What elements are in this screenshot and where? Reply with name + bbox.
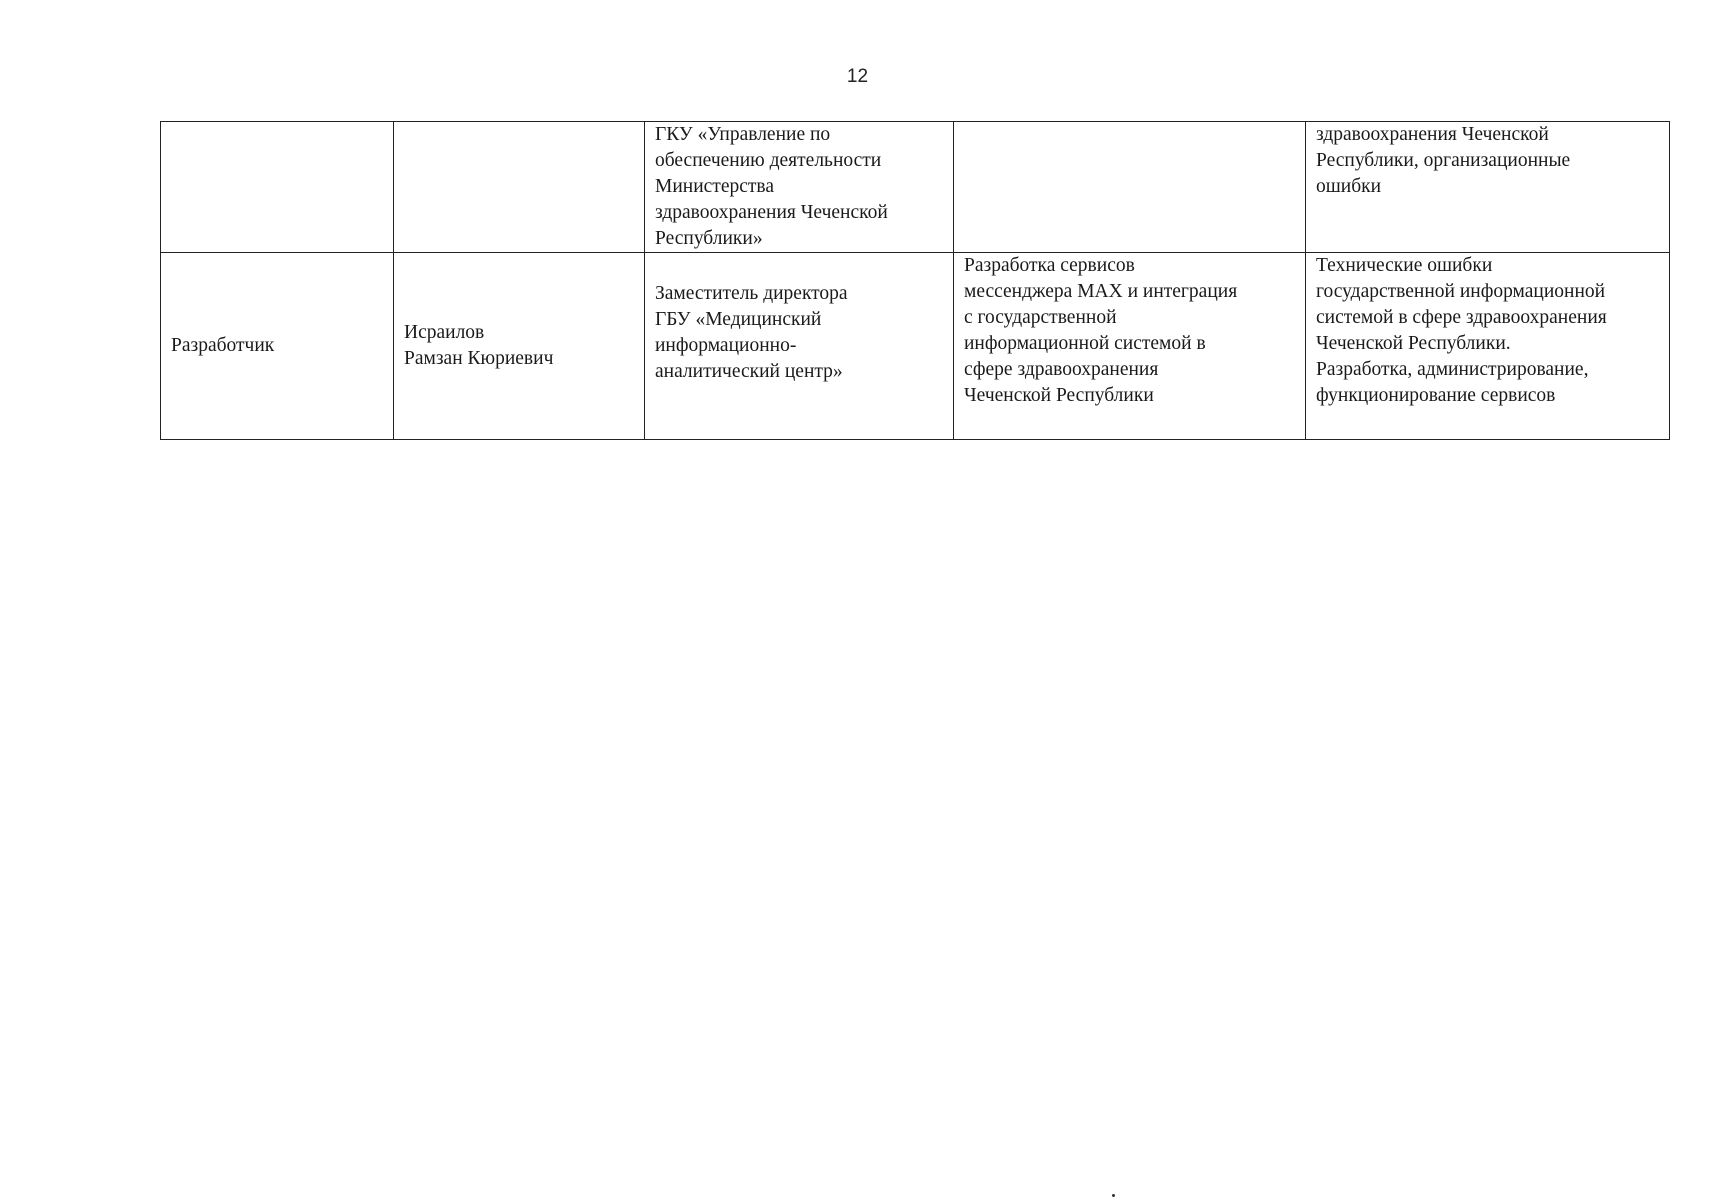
table-cell-person <box>394 122 645 253</box>
table-cell-task: Разработка сервисов мессенджера МАХ и интеграция с государственной информационной системой в сфере здравоохранения Чеченской Республики <box>954 253 1306 440</box>
table-cell-position: Заместитель директора ГБУ «Медицинский информационно- аналитический центр» <box>645 253 954 440</box>
table-row <box>161 253 1670 440</box>
table-cell-person: Исраилов Рамзан Кюриевич <box>394 253 645 440</box>
table-cell-risks: здравоохранения Чеченской Республики, организационные ошибки <box>1306 122 1670 253</box>
table-cell-risks: Технические ошибки государственной информационной системой в сфере здравоохранения Чеченской Республики. Разработка, администрирование, функционирование сервисов <box>1306 253 1670 440</box>
table-cell-position: ГКУ «Управление по обеспечению деятельности Министерства здравоохранения Чеченской Республики» <box>645 122 954 253</box>
table-cell-task <box>954 122 1306 253</box>
table-cell-role: Разработчик <box>161 253 394 440</box>
scan-dot <box>1112 1194 1115 1197</box>
page-number: 12 <box>846 66 869 87</box>
responsibility-table <box>160 121 1670 440</box>
table-cell-role <box>161 122 394 253</box>
table-row <box>161 122 1670 253</box>
